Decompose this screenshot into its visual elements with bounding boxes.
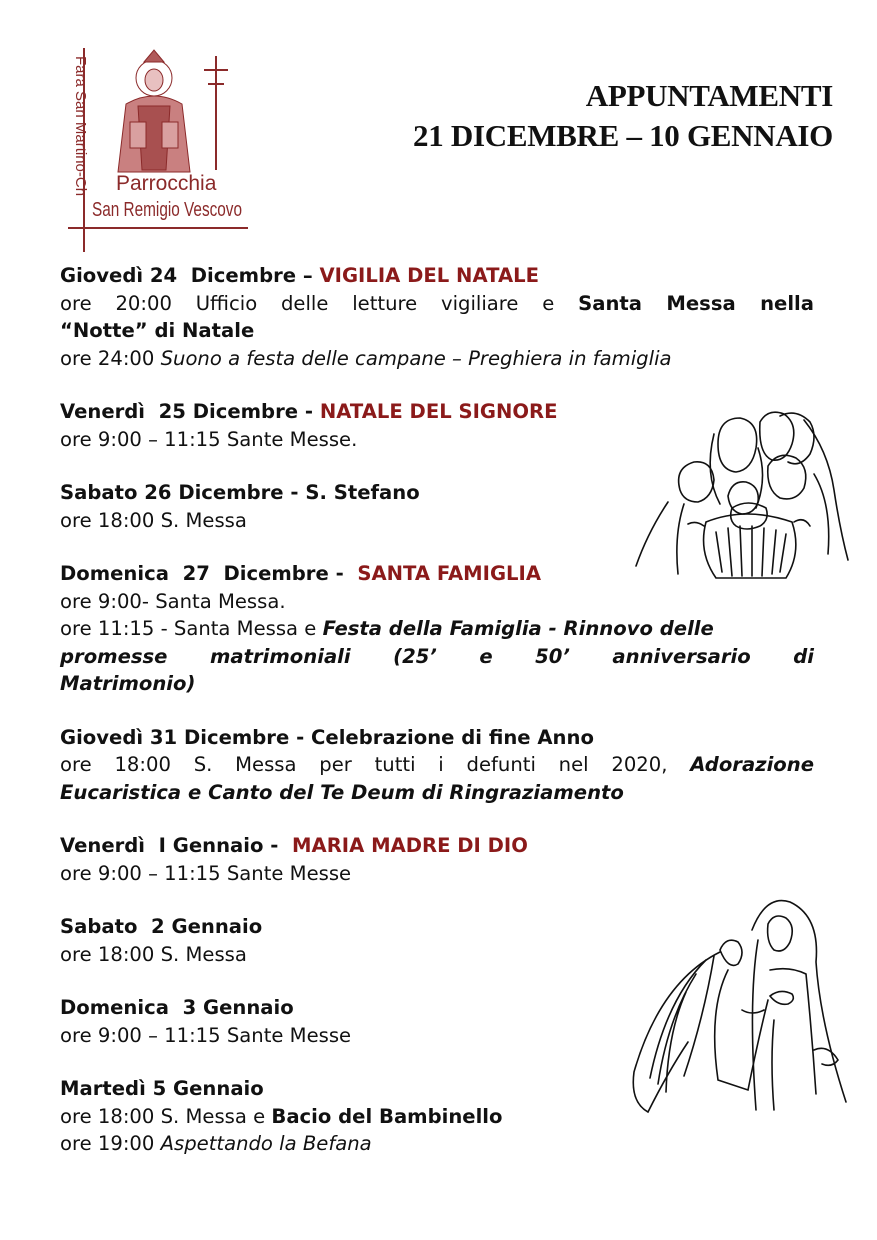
event-text: ore 18:00 S. Messa e [60,1104,272,1128]
event-line: Matrimonio) [60,672,196,695]
event-date: Sabato 2 Gennaio [60,915,263,938]
event-text-bold-italic: Festa della Famiglia - Rinnovo delle [322,617,714,640]
event-heading [60,832,814,860]
parish-logo [66,44,252,256]
event-date: Giovedì 31 Dicembre - Celebrazione di fine Anno [60,725,594,749]
event-text-italic: Aspettando la Befana [160,1132,372,1155]
event-item [60,724,814,807]
event-line [60,290,814,318]
event-line: ore 9:00- Santa Messa. [60,589,286,613]
event-feast: NATALE DEL SIGNORE [319,400,558,423]
nativity-drawing [628,404,854,582]
processional-cross-icon [204,56,228,170]
event-line: ore 18:00 S. Messa [60,942,247,966]
event-feast: VIGILIA DEL NATALE [319,264,539,287]
saint-figure-icon [118,50,190,172]
event-line: Eucaristica e Canto del Te Deum di Ringraziamento [60,780,624,804]
event-text-italic: Suono a festa delle campane – Preghiera in famiglia [160,346,672,370]
event-feast: MARIA MADRE DI DIO [292,834,528,857]
event-text: ore 19:00 [60,1132,161,1155]
event-heading [60,262,814,290]
event-text: ore 18:00 S. Messa per tutti i defunti nel 2020, [60,753,691,776]
event-line [60,1130,814,1158]
title-line2: 21 DICEMBRE – 10 GENNAIO [413,118,833,153]
event-date: Venerdì 25 Dicembre - [60,400,320,423]
event-feast: SANTA FAMIGLIA [357,562,541,585]
event-date: Martedì 5 Gennaio [60,1077,264,1100]
event-line: “Notte” di Natale [60,319,255,342]
event-line: ore 18:00 S. Messa [60,508,247,532]
event-date: Venerdì I Gennaio - [60,834,293,857]
logo-vertical-text: Fara San Martino-Ch [72,56,89,197]
logo-line2: San Remigio Vescovo [92,199,242,221]
event-date: Giovedì 24 Dicembre – [60,264,320,287]
page-title [413,76,833,156]
event-line [60,751,814,779]
event-line: ore 9:00 – 11:15 Sante Messe. [60,427,358,451]
logo-line1: Parrocchia [116,172,217,195]
parish-logo-graphic [66,44,252,256]
event-text-bold: Bacio del Bambinello [271,1104,503,1128]
annunciation-drawing [624,900,850,1122]
event-item [60,262,814,372]
event-text-bold-italic: Adorazione [690,753,814,776]
event-line [60,615,814,643]
event-line: promesse matrimoniali (25’ e 50’ anniversario di [60,644,814,668]
event-line: ore 9:00 – 11:15 Sante Messe [60,861,352,885]
event-heading [60,724,814,752]
event-date: Sabato 26 Dicembre - S. Stefano [60,481,420,504]
event-item [60,832,814,887]
event-date: Domenica 27 Dicembre - [60,562,358,585]
event-text: ore 24:00 [60,346,161,370]
event-date: Domenica 3 Gennaio [60,996,294,1019]
event-line [60,345,814,373]
title-line1: APPUNTAMENTI [585,78,833,113]
event-text: ore 11:15 - Santa Messa e [60,617,323,640]
annunciation-icon [624,900,850,1122]
event-line: ore 9:00 – 11:15 Sante Messe [60,1023,352,1047]
nativity-icon [628,404,854,582]
event-text-bold: Santa Messa nella [578,291,814,315]
event-text: ore 20:00 Ufficio delle letture vigiliare e [60,291,579,315]
